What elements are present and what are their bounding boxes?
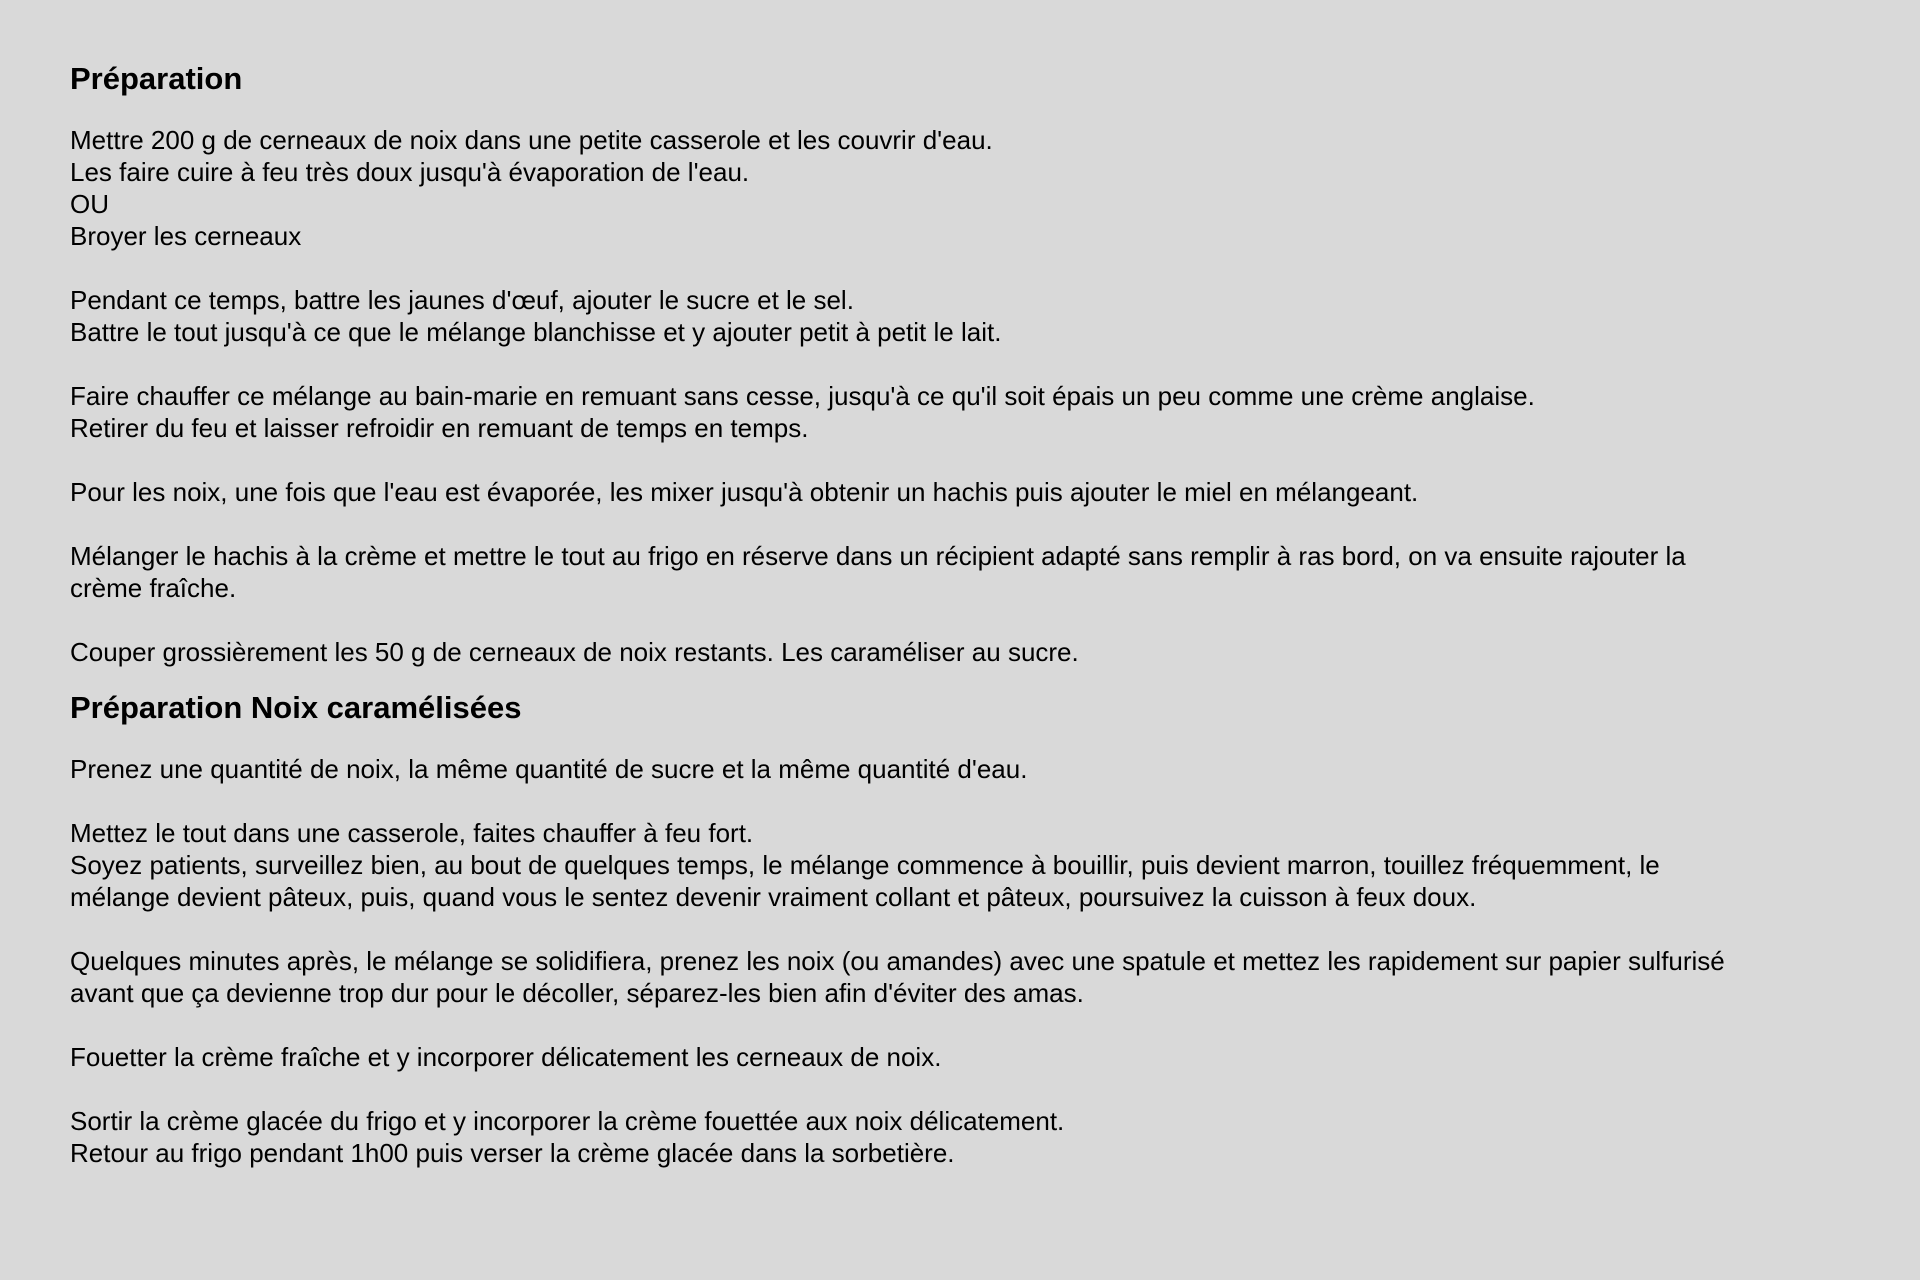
- section-title-caramelized-nuts: Préparation Noix caramélisées: [70, 690, 522, 725]
- spacer: [70, 1009, 1860, 1041]
- spacer: [70, 604, 1860, 636]
- spacer: [70, 101, 1860, 124]
- paragraph-fridge-reserve: Mélanger le hachis à la crème et mettre le tout au frigo en réserve dans un récipient adapté sans remplir à ras bord, on va ensuite rajouter la crème fraîche.: [70, 541, 1686, 603]
- spacer: [70, 730, 1860, 753]
- spacer: [70, 913, 1860, 945]
- spacer: [70, 508, 1860, 540]
- spacer: [70, 444, 1860, 476]
- paragraph-solidify: Quelques minutes après, le mélange se solidifiera, prenez les noix (ou amandes) avec une spatule et mettez les rapidement sur papier sulfurisé avant que ça devienne trop dur pour le décoller, séparez-les bien afin d'éviter des amas.: [70, 946, 1725, 1008]
- spacer: [70, 348, 1860, 380]
- paragraph-final-steps: Sortir la crème glacée du frigo et y incorporer la crème fouettée aux noix délicatement. Retour au frigo pendant 1h00 puis verser la crème glacée dans la sorbetière.: [70, 1106, 1065, 1168]
- paragraph-walnut-cooking: Mettre 200 g de cerneaux de noix dans une petite casserole et les couvrir d'eau. Les faire cuire à feu très doux jusqu'à évaporation de l'eau. OU Broyer les cerneaux: [70, 125, 993, 251]
- paragraph-quantities: Prenez une quantité de noix, la même quantité de sucre et la même quantité d'eau.: [70, 754, 1028, 784]
- paragraph-egg-yolks: Pendant ce temps, battre les jaunes d'œuf, ajouter le sucre et le sel. Battre le tout jusqu'à ce que le mélange blanchisse et y ajouter petit à petit le lait.: [70, 285, 1002, 347]
- section-title-preparation: Préparation: [70, 61, 243, 96]
- paragraph-cooking: Mettez le tout dans une casserole, faites chauffer à feu fort. Soyez patients, surveillez bien, au bout de quelques temps, le mélange commence à bouillir, puis devient marron, touillez fréquemment, le mélange devient pâteux, puis, quand vous le sentez devenir vraiment collant et pâteux, poursuivez la cuisson à feux doux.: [70, 818, 1660, 912]
- spacer: [70, 785, 1860, 817]
- spacer: [70, 668, 1860, 686]
- spacer: [70, 252, 1860, 284]
- paragraph-cut-walnuts: Couper grossièrement les 50 g de cerneaux de noix restants. Les caraméliser au sucre.: [70, 637, 1079, 667]
- spacer: [70, 1073, 1860, 1105]
- paragraph-walnut-mixing: Pour les noix, une fois que l'eau est évaporée, les mixer jusqu'à obtenir un hachis puis ajouter le miel en mélangeant.: [70, 477, 1419, 507]
- paragraph-whip-cream: Fouetter la crème fraîche et y incorporer délicatement les cerneaux de noix.: [70, 1042, 942, 1072]
- paragraph-bain-marie: Faire chauffer ce mélange au bain-marie en remuant sans cesse, jusqu'à ce qu'il soit épais un peu comme une crème anglaise. Retirer du feu et laisser refroidir en remuant de temps en temps.: [70, 381, 1535, 443]
